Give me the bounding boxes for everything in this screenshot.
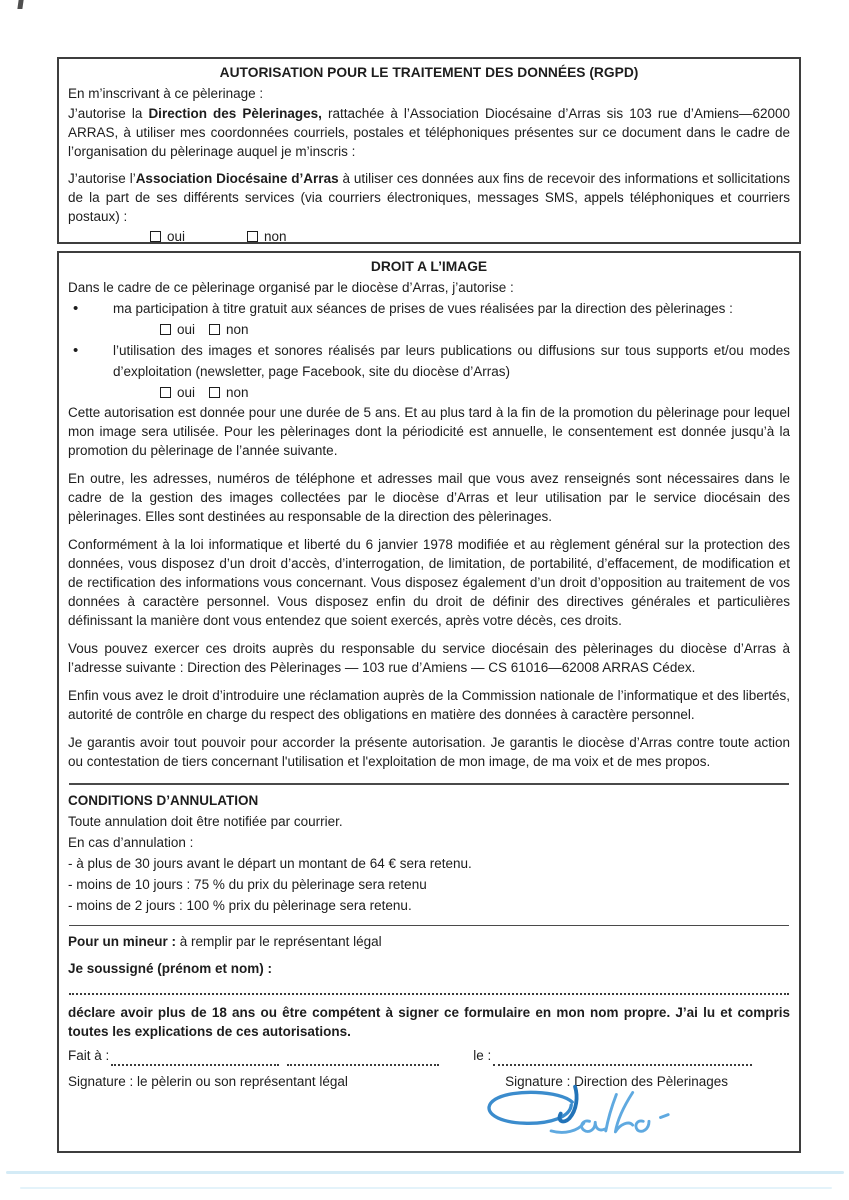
- image-intro-line: Dans le cadre de ce pèlerinage organisé par le diocèse d’Arras, j’autorise :: [68, 280, 514, 295]
- cancellation-line-2: En cas d’annulation :: [68, 835, 194, 850]
- undersigned-label: Je soussigné (prénom et nom) :: [68, 961, 273, 976]
- oui-label: oui: [167, 229, 186, 244]
- minor-intro-bold: Pour un mineur :: [68, 934, 176, 949]
- rgpd-paragraph-1: [68, 104, 790, 161]
- rgpd-para1-bold: Direction des Pèlerinages,: [148, 106, 322, 121]
- paragraph-exercise-rights: Vous pouvez exercer ces droits auprès du responsable du service diocésain des pèlerinages du diocèse d’Arras à l’adresse suivante : Direction des Pèlerinages — 103 rue d’Amiens — CS 61016—62008 ARRAS Cédex.: [68, 641, 790, 675]
- bullet-1-non-option[interactable]: [209, 319, 249, 340]
- rgpd-para2-bold: Association Diocésaine d’Arras: [135, 171, 339, 186]
- checkbox-icon[interactable]: [209, 387, 220, 398]
- fait-a-label: Fait à :: [68, 1048, 110, 1063]
- bullet-1-oui-option[interactable]: [160, 319, 195, 340]
- image-bullet-1: [68, 298, 790, 319]
- checkbox-icon[interactable]: [160, 387, 171, 398]
- rgpd-para2-post: à utiliser ces données aux fins de recevoir des informations et sollicitations de la part de ses différents services (via courriers électroniques, messages SMS, appels téléphoniques et courriers postaux) :: [68, 171, 790, 224]
- non-label: non: [264, 229, 287, 244]
- non-label: non: [226, 322, 249, 337]
- section-divider: [69, 925, 789, 926]
- oui-label: oui: [177, 385, 196, 400]
- rgpd-paragraph-2: [68, 169, 790, 226]
- rgpd-authorization-box: [57, 57, 801, 244]
- rgpd-oui-option[interactable]: [150, 226, 185, 244]
- paragraph-law-1978: Conformément à la loi informatique et liberté du 6 janvier 1978 modifiée et au règlement général sur la protection des données, vous disposez d’un droit d’accès, d’interrogation, de limitation, de portabilité, d’effacement, de modification et de rectification des informations vous concernant. Vous disposez également d’un droit d’opposition au traitement de vos données à caractère personnel. Vous disposez enfin du droit de définir des directives générales et particulières définissant la manière dont vous entendez que soient exercés, après votre décès, ces droits.: [68, 537, 790, 628]
- name-fill-line[interactable]: [69, 982, 789, 995]
- scan-artifact-mark: [17, 0, 23, 9]
- rgpd-para1-post: rattachée à l’Association Diocésaine d’Arras sis 103 rue d’Amiens—62000 ARRAS, à utiliser mes coordonnées courriels, postales et téléphoniques présentes sur ce document dans le cadre de l’organisation du pèlerinage auquel je m’inscris :: [68, 106, 790, 159]
- rgpd-non-option[interactable]: [247, 226, 287, 244]
- minor-intro-line: [68, 931, 790, 952]
- non-label: non: [226, 385, 249, 400]
- handwritten-signature: [470, 1081, 780, 1153]
- rgpd-para2-pre: J’autorise l’: [68, 171, 136, 186]
- date-label: le :: [473, 1048, 492, 1063]
- bullet-icon: [68, 298, 113, 319]
- paragraph-contact-data: En outre, les adresses, numéros de téléphone et adresses mail que vous avez renseignés sont nécessaires dans le cadre de la gestion des images collectées par le diocèse d’Arras et leur utilisation par le service diocésain des pèlerinages. Elles sont destinées au responsable de la direction des pèlerinages.: [68, 471, 790, 524]
- oui-label: oui: [177, 322, 196, 337]
- declaration-text: déclare avoir plus de 18 ans ou être compétent à signer ce formulaire en mon nom propre. J’ai lu et compris toutes les explications de ces autorisations.: [68, 1005, 790, 1039]
- cancellation-item-30-days: - à plus de 30 jours avant le départ un montant de 64 € sera retenu.: [68, 856, 472, 871]
- bullet-icon: [68, 340, 113, 382]
- signature-left-label: Signature : le pèlerin ou son représentant légal: [68, 1074, 348, 1089]
- checkbox-icon[interactable]: [150, 231, 161, 242]
- checkbox-icon[interactable]: [247, 231, 258, 242]
- image-bullet-2-choices: [160, 382, 790, 403]
- bullet-2-oui-option[interactable]: [160, 382, 195, 403]
- image-bullet-2: [68, 340, 790, 382]
- checkbox-icon[interactable]: [160, 324, 171, 335]
- place-fill-line-2[interactable]: [287, 1052, 439, 1066]
- image-bullet-1-choices: [160, 319, 790, 340]
- image-rights-box: [57, 251, 801, 1153]
- minor-intro-rest: à remplir par le représentant légal: [176, 934, 382, 949]
- paragraph-duration: Cette autorisation est donnée pour une durée de 5 ans. Et au plus tard à la fin de la promotion du pèlerinage pour lequel mon image sera utilisée. Pour les pèlerinages dont la périodicité est annuelle, le consentement est donnée jusqu’à la promotion du pèlerinage de l’année suivante.: [68, 405, 790, 458]
- section-divider: [69, 783, 789, 785]
- cancellation-item-2-days: - moins de 2 jours : 100 % prix du pèlerinage sera retenu.: [68, 898, 412, 913]
- signature-right-label: Signature : Direction des Pèlerinages: [505, 1074, 728, 1089]
- scan-artifact-line: [20, 1187, 832, 1189]
- paragraph-guarantee: Je garantis avoir tout pouvoir pour accorder la présente autorisation. Je garantis le diocèse d’Arras contre toute action ou contestation de tiers concernant l'utilisation et l'exploitation de mon image, de ma voix et de mes propos.: [68, 735, 790, 769]
- rgpd-consent-choices: [150, 226, 790, 244]
- scan-artifact-line: [6, 1171, 844, 1174]
- image-box-title: DROIT A L’IMAGE: [370, 259, 488, 274]
- image-bullet-1-text: ma participation à titre gratuit aux séances de prises de vues réalisées par la direction des pèlerinages :: [113, 301, 733, 316]
- image-bullet-2-text: l’utilisation des images et sonores réalisés par leurs publications ou diffusions sur tous supports et/ou modes d’exploitation (newsletter, page Facebook, site du diocèse d’Arras): [113, 343, 790, 379]
- date-fill-line[interactable]: [493, 1052, 752, 1066]
- rgpd-intro-line: En m’inscrivant à ce pèlerinage :: [68, 86, 264, 101]
- checkbox-icon[interactable]: [209, 324, 220, 335]
- cancellation-line-1: Toute annulation doit être notifiée par courrier.: [68, 814, 343, 829]
- cancellation-item-10-days: - moins de 10 jours : 75 % du prix du pèlerinage sera retenu: [68, 877, 427, 892]
- place-date-row: [68, 1045, 790, 1066]
- rgpd-para1-pre: J’autorise la: [68, 106, 149, 121]
- cancellation-title: CONDITIONS D’ANNULATION: [68, 793, 259, 808]
- paragraph-cnil-claim: Enfin vous avez le droit d’introduire une réclamation auprès de la Commission nationale de l’informatique et des libertés, autorité de contrôle en charge du respect des obligations en matière des données à caractère personnel.: [68, 688, 790, 722]
- bullet-2-non-option[interactable]: [209, 382, 249, 403]
- place-fill-line[interactable]: [111, 1052, 279, 1066]
- rgpd-box-title: AUTORISATION POUR LE TRAITEMENT DES DONNÉES (RGPD): [219, 65, 639, 80]
